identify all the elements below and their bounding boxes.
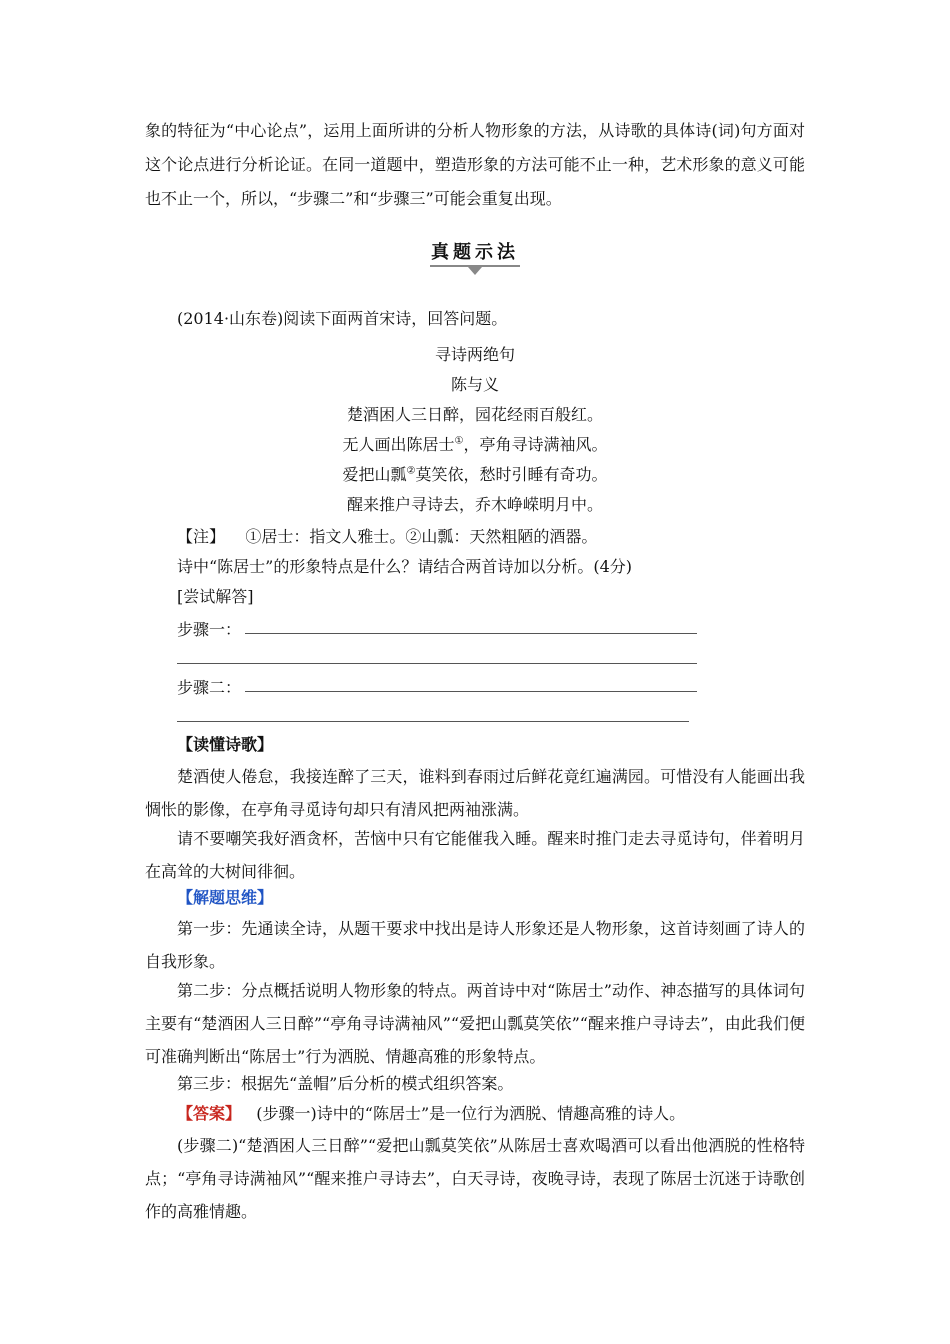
step2-label: 步骤二： (177, 678, 242, 697)
poem-author: 陈与义 (450, 375, 499, 394)
note-line (177, 522, 597, 552)
reading-paragraph: 请不要嘲笑我好酒贪杯，苦恼中只有它能催我入睡。醒来时推门走去寻觅诗句，伴着明月在高耸的大树间徘徊。 (145, 829, 805, 881)
poem-line-part: ，亭角寻诗满袖风。 (463, 435, 608, 454)
poem-line-part: 无人画出陈居士 (342, 435, 455, 454)
answer-line (177, 1099, 685, 1129)
poem-line (0, 432, 950, 455)
poem-title: 寻诗两绝句 (434, 345, 515, 364)
step1-label: 步骤一： (177, 620, 242, 639)
answer-blank-line[interactable] (177, 663, 697, 664)
thinking-step: 第一步：先通读全诗，从题干要求中找出是诗人形象还是人物形象，这首诗刻画了诗人的自我形象。 (145, 919, 805, 971)
poem-line-part: 莫笑依，愁时引睡有奇功。 (415, 465, 608, 484)
answer-blank-line[interactable] (245, 633, 697, 634)
reading-paragraph: 楚酒使人倦怠，我接连醉了三天，谁料到春雨过后鲜花竟红遍满园。可惜没有人能画出我惆怅的影像，在亭角寻觅诗句却只有清风把两袖涨满。 (145, 767, 805, 819)
answer-blank-line[interactable] (177, 721, 689, 722)
poem-line-part: 爱把山瓢 (342, 465, 407, 484)
poem-line: 楚酒困人三日醉，园花经雨百般红。 (346, 405, 603, 424)
footnote-mark: ① (454, 435, 464, 447)
footnote-mark: ② (406, 465, 416, 477)
answer-blank-line[interactable] (245, 691, 697, 692)
answer-label: 【答案】 (177, 1104, 242, 1123)
heading-triangle-icon (468, 267, 482, 275)
try-label: [尝试解答] (177, 587, 254, 606)
thinking-step: 第二步：分点概括说明人物形象的特点。两首诗中对“陈居士”动作、神态描写的具体词句主要有“楚酒困人三日醉”“亭角寻诗满袖风”“爱把山瓢莫笑依”“醒来推户寻诗去”，由此我们便可准确判断出“陈居士”行为洒脱、情趣高雅的形象特点。 (145, 981, 805, 1066)
answer-step2: (步骤二)“楚酒困人三日醉”“爱把山瓢莫笑依”从陈居士喜欢喝酒可以看出他洒脱的性格特点；“亭角寻诗满袖风”“醒来推户寻诗去”，白天寻诗，夜晚寻诗，表现了陈居士沉迷于诗歌创作的高雅情趣。 (145, 1136, 805, 1221)
question-source: (2014·山东卷)阅读下面两首宋诗，回答问题。 (177, 309, 508, 328)
intro-paragraph: 象的特征为“中心论点”，运用上面所讲的分析人物形象的方法，从诗歌的具体诗(词)句方面对这个论点进行分析论证。在同一道题中，塑造形象的方法可能不止一种，艺术形象的意义可能也不止一个，所以，“步骤二”和“步骤三”可能会重复出现。 (145, 121, 805, 208)
thinking-label: 【解题思维】 (177, 888, 274, 907)
question-prompt: 诗中“陈居士”的形象特点是什么？请结合两首诗加以分析。(4分) (177, 557, 633, 576)
answer-step1: (步骤一)诗中的“陈居士”是一位行为洒脱、情趣高雅的诗人。 (256, 1104, 686, 1123)
thinking-step: 第三步：根据先“盖帽”后分析的模式组织答案。 (177, 1074, 514, 1093)
section-heading (0, 238, 950, 264)
note-text: ①居士：指文人雅士。②山瓢：天然粗陋的酒器。 (245, 527, 598, 546)
note-label: 【注】 (177, 527, 226, 546)
reading-label: 【读懂诗歌】 (177, 735, 274, 754)
poem-line (0, 462, 950, 485)
section-title-text: 真题示法 (431, 242, 519, 263)
poem-line: 醒来推户寻诗去，乔木峥嵘明月中。 (346, 495, 603, 514)
